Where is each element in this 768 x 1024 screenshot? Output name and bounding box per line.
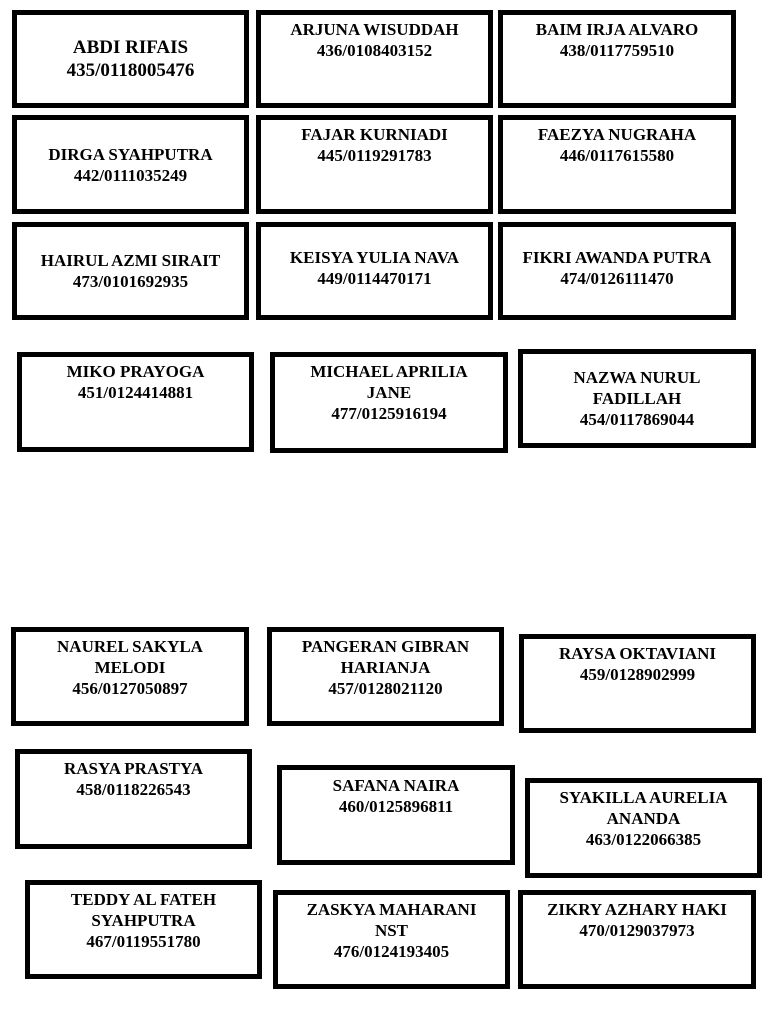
student-id: 449/0114470171: [317, 269, 432, 288]
student-name: PANGERAN GIBRAN HARIANJA: [301, 637, 470, 677]
student-name: BAIM IRJA ALVARO: [535, 20, 699, 39]
name-label-card: [518, 890, 756, 989]
name-label-card: [525, 778, 762, 878]
name-label-card: [519, 634, 756, 733]
student-id: 435/0118005476: [66, 60, 195, 81]
name-label-card: [17, 352, 254, 452]
name-label-card: [498, 10, 736, 108]
student-name: FAJAR KURNIADI: [301, 125, 448, 144]
name-label-card: [498, 115, 736, 214]
student-name: MIKO PRAYOGA: [66, 362, 205, 381]
student-name: NAUREL SAKYLA MELODI: [57, 637, 203, 677]
name-label-card: [267, 627, 504, 726]
student-id: 454/0117869044: [579, 410, 695, 429]
name-label-card: [12, 10, 249, 108]
student-name: ABDI RIFAIS: [72, 37, 189, 58]
name-label-card: [273, 890, 510, 989]
student-id: 456/0127050897: [72, 679, 188, 698]
student-id: 445/0119291783: [317, 146, 432, 165]
student-name: FAEZYA NUGRAHA: [537, 125, 697, 144]
student-name: KEISYA YULIA NAVA: [289, 248, 460, 267]
student-id: 474/0126111470: [560, 269, 674, 288]
name-label-card: [518, 349, 756, 448]
name-label-card: [256, 10, 493, 108]
name-label-card: [12, 115, 249, 214]
name-label-card: [12, 222, 249, 320]
student-id: 451/0124414881: [77, 383, 194, 402]
student-name: MICHAEL APRILIA JANE: [310, 362, 468, 402]
student-id: 460/0125896811: [338, 797, 454, 816]
student-name: SYAKILLA AURELIA ANANDA: [559, 788, 728, 828]
student-name: RAYSA OKTAVIANI: [559, 644, 716, 663]
student-name: TEDDY AL FATEH SYAHPUTRA: [70, 890, 217, 930]
student-id: 463/0122066385: [585, 830, 702, 849]
student-id: 442/0111035249: [73, 165, 188, 185]
student-name: ZIKRY AZHARY HAKI: [547, 900, 727, 919]
student-name: DIRGA SYAHPUTRA: [48, 144, 213, 164]
student-id: 467/0119551780: [86, 932, 201, 951]
student-id: 470/0129037973: [579, 921, 695, 940]
student-id: 457/0128021120: [328, 679, 443, 698]
student-id: 458/0118226543: [76, 780, 191, 799]
name-label-card: [498, 222, 736, 320]
name-label-card: [11, 627, 249, 726]
name-label-card: [270, 352, 508, 453]
student-id: 446/0117615580: [559, 146, 675, 165]
student-id: 473/0101692935: [72, 272, 189, 291]
student-name: FIKRI AWANDA PUTRA: [522, 248, 712, 267]
student-id: 459/0128902999: [579, 665, 696, 684]
student-id: 436/0108403152: [316, 41, 433, 60]
name-label-card: [277, 765, 515, 865]
student-name: SAFANA NAIRA: [332, 776, 460, 795]
name-label-card: [256, 115, 493, 214]
student-id: 477/0125916194: [331, 404, 447, 423]
student-id: 476/0124193405: [333, 942, 450, 961]
student-name: RASYA PRASTYA: [63, 759, 204, 778]
student-name: HAIRUL AZMI SIRAIT: [40, 251, 221, 270]
student-name: ARJUNA WISUDDAH: [290, 20, 459, 39]
student-name: NAZWA NURUL FADILLAH: [573, 368, 701, 408]
name-label-card: [256, 222, 493, 320]
name-label-card: [15, 749, 252, 849]
name-label-card: [25, 880, 262, 979]
student-name: ZASKYA MAHARANI NST: [306, 900, 477, 940]
student-id: 438/0117759510: [559, 41, 675, 60]
